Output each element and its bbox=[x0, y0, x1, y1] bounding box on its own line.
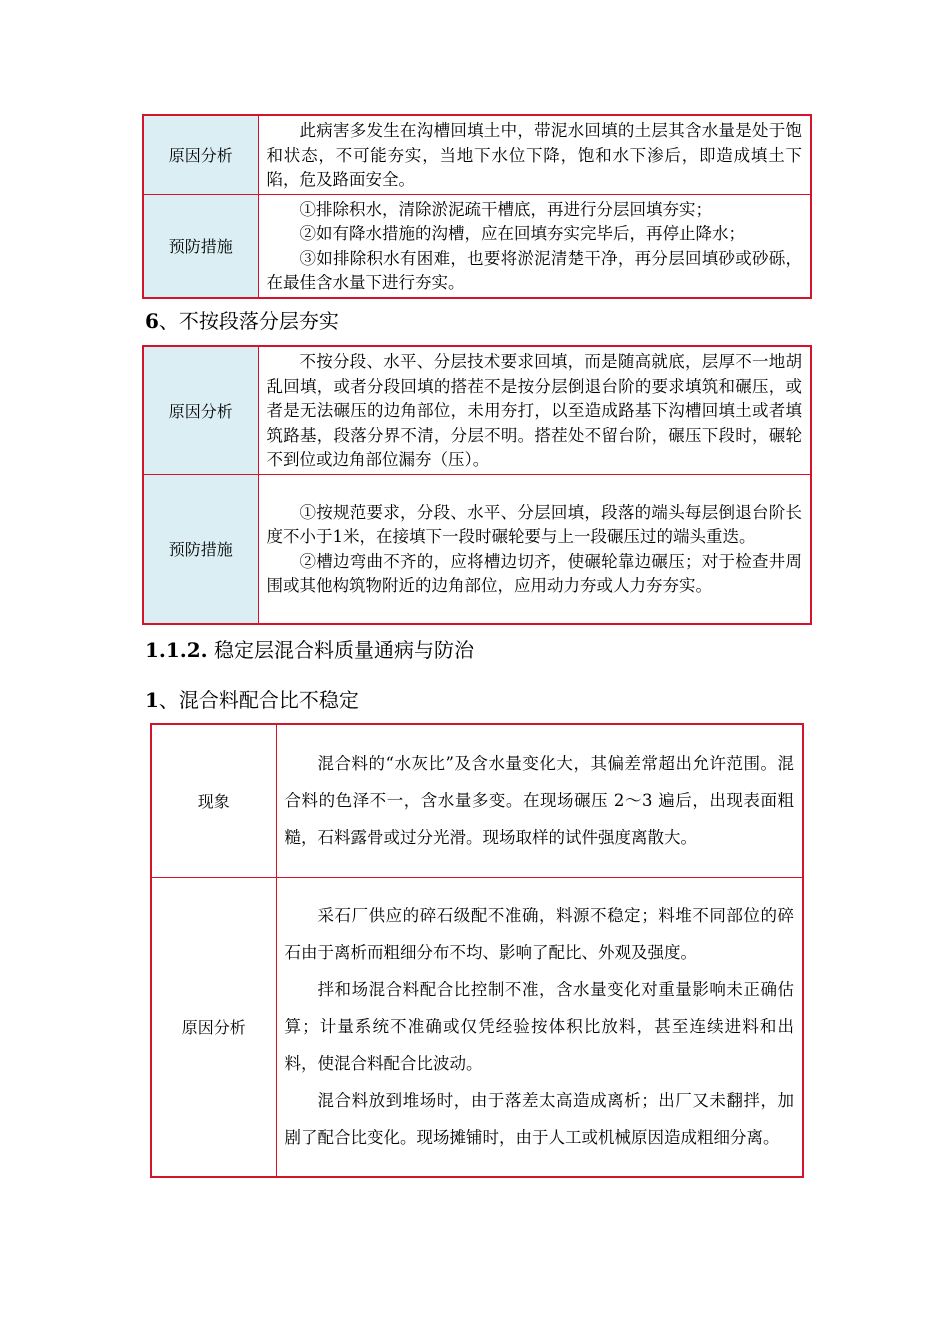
heading-number: 1 bbox=[145, 688, 159, 712]
section-number: 1.1.2. bbox=[145, 638, 208, 662]
row-label: 原因分析 bbox=[151, 877, 276, 1177]
row-label: 现象 bbox=[151, 724, 276, 877]
table-row bbox=[143, 194, 811, 298]
table-row bbox=[143, 474, 811, 624]
row-label: 预防措施 bbox=[143, 474, 258, 624]
cell-paragraph: ①按规范要求，分段、水平、分层回填，段落的端头每层倒退台阶长度不小于1米，在接填下一段时碾轮要与上一段碾压过的端头重迭。 bbox=[266, 502, 802, 547]
heading-text: 、不按段落分层夯实 bbox=[158, 309, 339, 333]
cell-paragraph: ③如排除积水有困难，也要将淤泥清楚干净，再分层回填砂或砂砾，在最佳含水量下进行夯实。 bbox=[266, 248, 802, 292]
section-title: 稳定层混合料质量通病与防治 bbox=[207, 638, 474, 662]
heading-text: 、混合料配合比不稳定 bbox=[158, 688, 359, 712]
cell-paragraph: 混合料的“水灰比”及含水量变化大，其偏差常超出允许范围。混合料的色泽不一，含水量多变。在现场碾压 2～3 遍后，出现表面粗糙，石料露骨或过分光滑。现场取样的试件强度离散大。 bbox=[284, 754, 794, 848]
heading-6 bbox=[145, 305, 339, 334]
row-label: 原因分析 bbox=[143, 346, 258, 474]
row-label: 原因分析 bbox=[143, 115, 258, 194]
table-row bbox=[151, 877, 803, 1177]
cell-paragraph: 此病害多发生在沟槽回填土中，带泥水回填的土层其含水量是处于饱和状态，不可能夯实，当地下水位下降，饱和水下渗后，即造成填土下陷，危及路面安全。 bbox=[266, 121, 802, 189]
table-row bbox=[143, 346, 811, 474]
cell-paragraph: 拌和场混合料配合比控制不准，含水量变化对重量影响未正确估算；计量系统不准确或仅凭经验按体积比放料，甚至连续进料和出料，使混合料配合比波动。 bbox=[284, 980, 794, 1074]
table-1 bbox=[142, 114, 812, 299]
heading-number: 6 bbox=[145, 309, 159, 333]
cell-paragraph: 采石厂供应的碎石级配不准确，料源不稳定；料堆不同部位的碎石由于离析而粗细分布不均、影响了配比、外观及强度。 bbox=[284, 906, 794, 963]
cell-paragraph: 不按分段、水平、分层技术要求回填，而是随高就底，层厚不一地胡乱回填，或者分段回填的搭茬不是按分层倒退台阶的要求填筑和碾压，或者是无法碾压的边角部位，未用夯打，以至造成路基下沟槽回填土或者填筑路基，段落分界不清，分层不明。搭茬处不留台阶，碾压下段时，碾轮不到位或边角部位漏夯（压）。 bbox=[266, 352, 802, 469]
table-2 bbox=[142, 345, 812, 625]
row-label: 预防措施 bbox=[143, 194, 258, 298]
cell-paragraph: ②槽边弯曲不齐的，应将槽边切齐，使碾轮靠边碾压；对于检查井周围或其他构筑物附近的边角部位，应用动力夯或人力夯夯实。 bbox=[266, 551, 802, 596]
cell-paragraph: 混合料放到堆场时，由于落差太高造成离析；出厂又未翻拌，加剧了配合比变化。现场摊铺时，由于人工或机械原因造成粗细分离。 bbox=[284, 1091, 794, 1148]
cell-paragraph: ①排除积水，清除淤泥疏干槽底，再进行分层回填夯实； bbox=[299, 199, 712, 219]
heading-1 bbox=[145, 684, 359, 713]
table-row bbox=[151, 724, 803, 877]
table-3 bbox=[150, 723, 804, 1178]
section-heading bbox=[145, 634, 474, 663]
table-row bbox=[143, 115, 811, 194]
cell-paragraph: ②如有降水措施的沟槽，应在回填夯实完毕后，再停止降水； bbox=[299, 224, 745, 243]
